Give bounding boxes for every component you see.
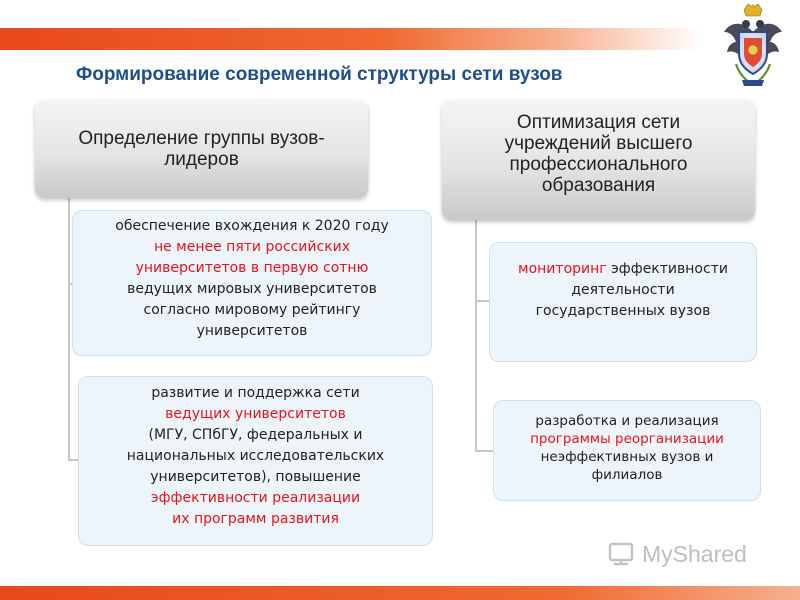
left-subbox-2-line: (МГУ, СПбГУ, федеральных и (148, 427, 363, 443)
page-title: Формирование современной структуры сети вузов (76, 64, 563, 85)
right-subbox-1-text: эффективности (606, 261, 728, 277)
left-subbox-2-highlight: эффективности реализации (150, 490, 361, 506)
left-subbox-1-line: обеспечение вхождения к 2020 году (115, 218, 389, 234)
right-connector-vertical (475, 220, 477, 452)
right-subbox-2-line: неэффективных вузов и (540, 449, 714, 465)
left-header-text: Определение группы вузов-лидеров (78, 128, 325, 170)
right-subbox-1 (489, 242, 757, 362)
right-subbox-1-line: деятельности (571, 282, 675, 298)
left-connector-vertical (68, 198, 70, 460)
bottom-orange-bar (0, 586, 800, 600)
right-header-text: Оптимизация сети учреждений высшего профессионального образования (504, 112, 693, 196)
left-subbox-1-line: ведущих мировых университетов (127, 281, 377, 297)
right-subbox-2 (493, 400, 761, 501)
right-connector-branch-1 (475, 300, 490, 302)
left-subbox-2-line: развитие и поддержка сети (151, 385, 360, 401)
left-subbox-2-highlight: их программ развития (172, 511, 339, 527)
left-subbox-2 (78, 376, 433, 546)
left-subbox-1-line: университетов (196, 323, 308, 339)
left-subbox-1-highlight: не менее пяти российских (153, 239, 351, 255)
left-subbox-2-line: национальных исследовательских (126, 448, 385, 464)
right-connector-branch-2 (475, 450, 494, 452)
right-header-box (442, 100, 755, 220)
left-header-box (35, 100, 368, 198)
left-subbox-2-line: университетов), повышение (150, 469, 361, 485)
right-subbox-1-line: государственных вузов (535, 303, 711, 319)
myshared-watermark (608, 538, 768, 572)
crest-emblem-icon (722, 2, 784, 90)
right-subbox-1-line1 (490, 259, 756, 280)
watermark-text: MyShared (642, 541, 747, 567)
left-subbox-1-highlight: университетов в первую сотню (135, 260, 369, 276)
right-subbox-2-line: филиалов (591, 467, 663, 483)
left-subbox-1 (72, 210, 432, 356)
left-subbox-1-line: согласно мировому рейтингу (143, 302, 361, 318)
right-subbox-2-highlight: программы реорганизации (530, 431, 724, 447)
top-orange-bar (0, 28, 700, 50)
left-subbox-2-highlight: ведущих университетов (165, 406, 346, 422)
right-subbox-2-line: разработка и реализация (535, 413, 719, 429)
right-subbox-1-highlight: мониторинг (518, 261, 607, 277)
myshared-logo-icon (610, 544, 632, 564)
